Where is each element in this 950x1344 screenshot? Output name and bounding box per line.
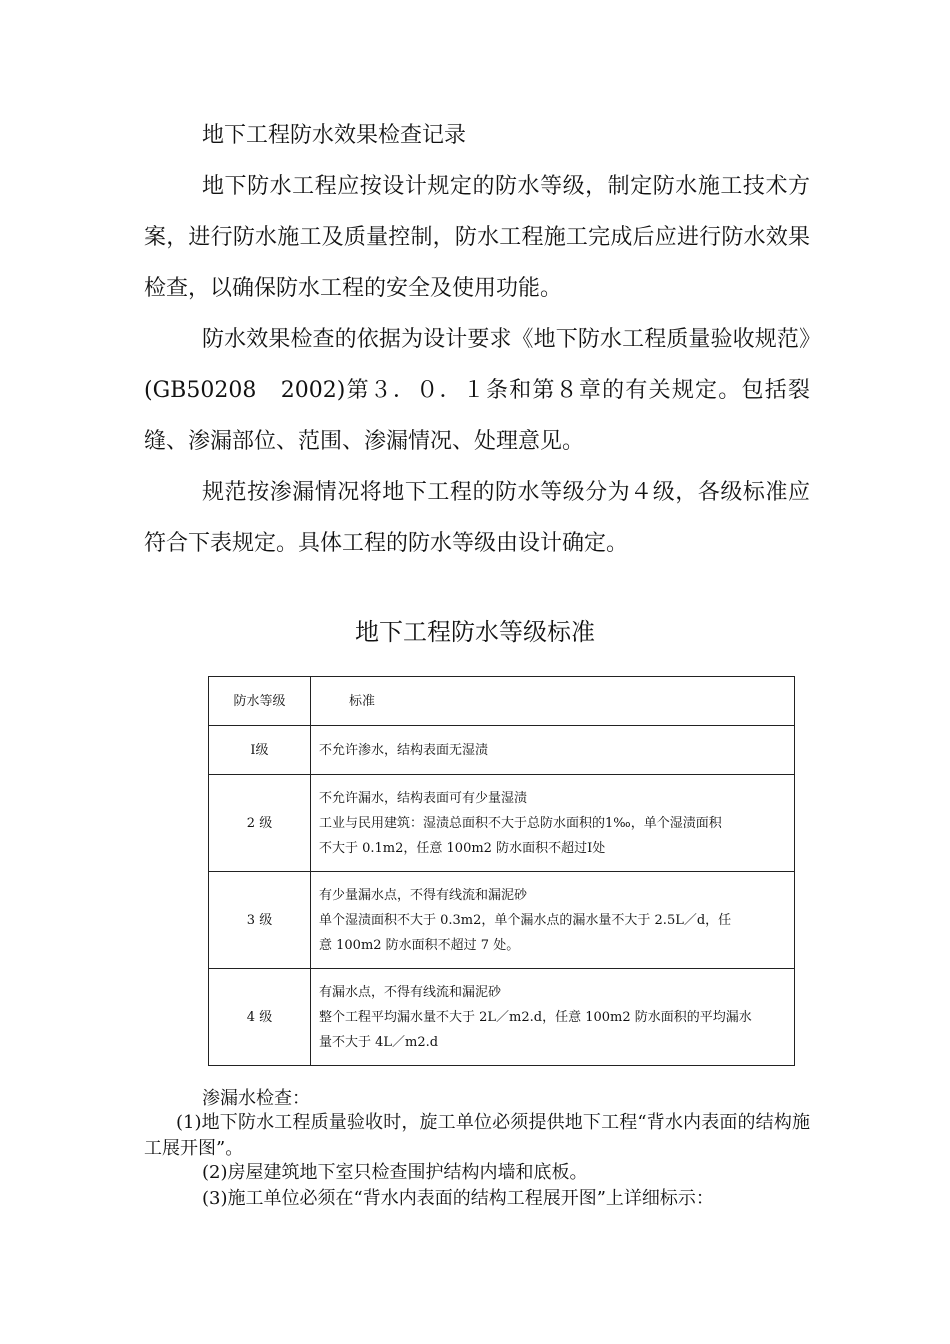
grade-cell: 4 级 xyxy=(209,969,311,1066)
waterproof-grade-table xyxy=(208,676,795,1066)
standard-line: 不允许漏水，结构表面可有少量湿渍 xyxy=(319,790,528,806)
standard-line: 单个湿渍面积不大于 0.3m2，单个漏水点的漏水量不大于 2.5L／d，任 xyxy=(319,912,732,928)
standard-cell xyxy=(311,872,795,969)
table-title: 地下工程防水等级标准 xyxy=(355,618,595,646)
standard-line: 整个工程平均漏水量不大于 2L／m2.d，任意 100m2 防水面积的平均漏水 xyxy=(319,1009,752,1025)
standard-cell xyxy=(311,726,795,775)
grade-cell: 2 级 xyxy=(209,775,311,872)
table-header-row xyxy=(209,677,795,726)
paragraph-3: 规范按渗漏情况将地下工程的防水等级分为４级，各级标准应符合下表规定。具体工程的防水等级由设计确定。 xyxy=(144,480,810,556)
standard-line: 工业与民用建筑：湿渍总面积不大于总防水面积的1‰，单个湿渍面积 xyxy=(319,815,722,831)
standard-line: 有少量漏水点，不得有线流和漏泥砂 xyxy=(319,887,528,903)
inspection-item-2: (2)房屋建筑地下室只检查围护结构内墙和底板。 xyxy=(202,1162,588,1183)
inspection-item-3: (3)施工单位必须在“背水内表面的结构工程展开图”上详细标示： xyxy=(202,1188,714,1209)
paragraph-1: 地下防水工程应按设计规定的防水等级，制定防水施工技术方案，进行防水施工及质量控制，防水工程施工完成后应进行防水效果检查，以确保防水工程的安全及使用功能。 xyxy=(144,174,810,301)
standard-line: 不允许渗水，结构表面无湿渍 xyxy=(319,742,489,758)
standard-line: 不大于 0.1m2，任意 100m2 防水面积不超过Ⅰ处 xyxy=(319,840,606,856)
grade-cell: 3 级 xyxy=(209,872,311,969)
header-standard: 标准 xyxy=(311,677,795,726)
inspection-title: 渗漏水检查： xyxy=(202,1088,310,1109)
inspection-item-1: (1)地下防水工程质量验收时，旋工单位必须提供地下工程“背水内表面的结构施工展开图”。 xyxy=(144,1112,810,1159)
table-row xyxy=(209,775,795,872)
standard-line: 有漏水点，不得有线流和漏泥砂 xyxy=(319,984,502,1000)
paragraph-2: 防水效果检查的依据为设计要求《地下防水工程质量验收规范》(GB50208 2002)第３．０．１条和第８章的有关规定。包括裂缝、渗漏部位、范围、渗漏情况、处理意见。 xyxy=(144,327,810,454)
table-row xyxy=(209,872,795,969)
table-row xyxy=(209,726,795,775)
standard-line: 意 100m2 防水面积不超过 7 处。 xyxy=(319,937,520,953)
table-row xyxy=(209,969,795,1066)
standard-line: 量不大于 4L／m2.d xyxy=(319,1034,439,1050)
document-heading: 地下工程防水效果检查记录 xyxy=(202,123,467,148)
header-grade: 防水等级 xyxy=(209,677,311,726)
standard-cell xyxy=(311,969,795,1066)
grade-cell: Ⅰ级 xyxy=(209,726,311,775)
standard-cell xyxy=(311,775,795,872)
